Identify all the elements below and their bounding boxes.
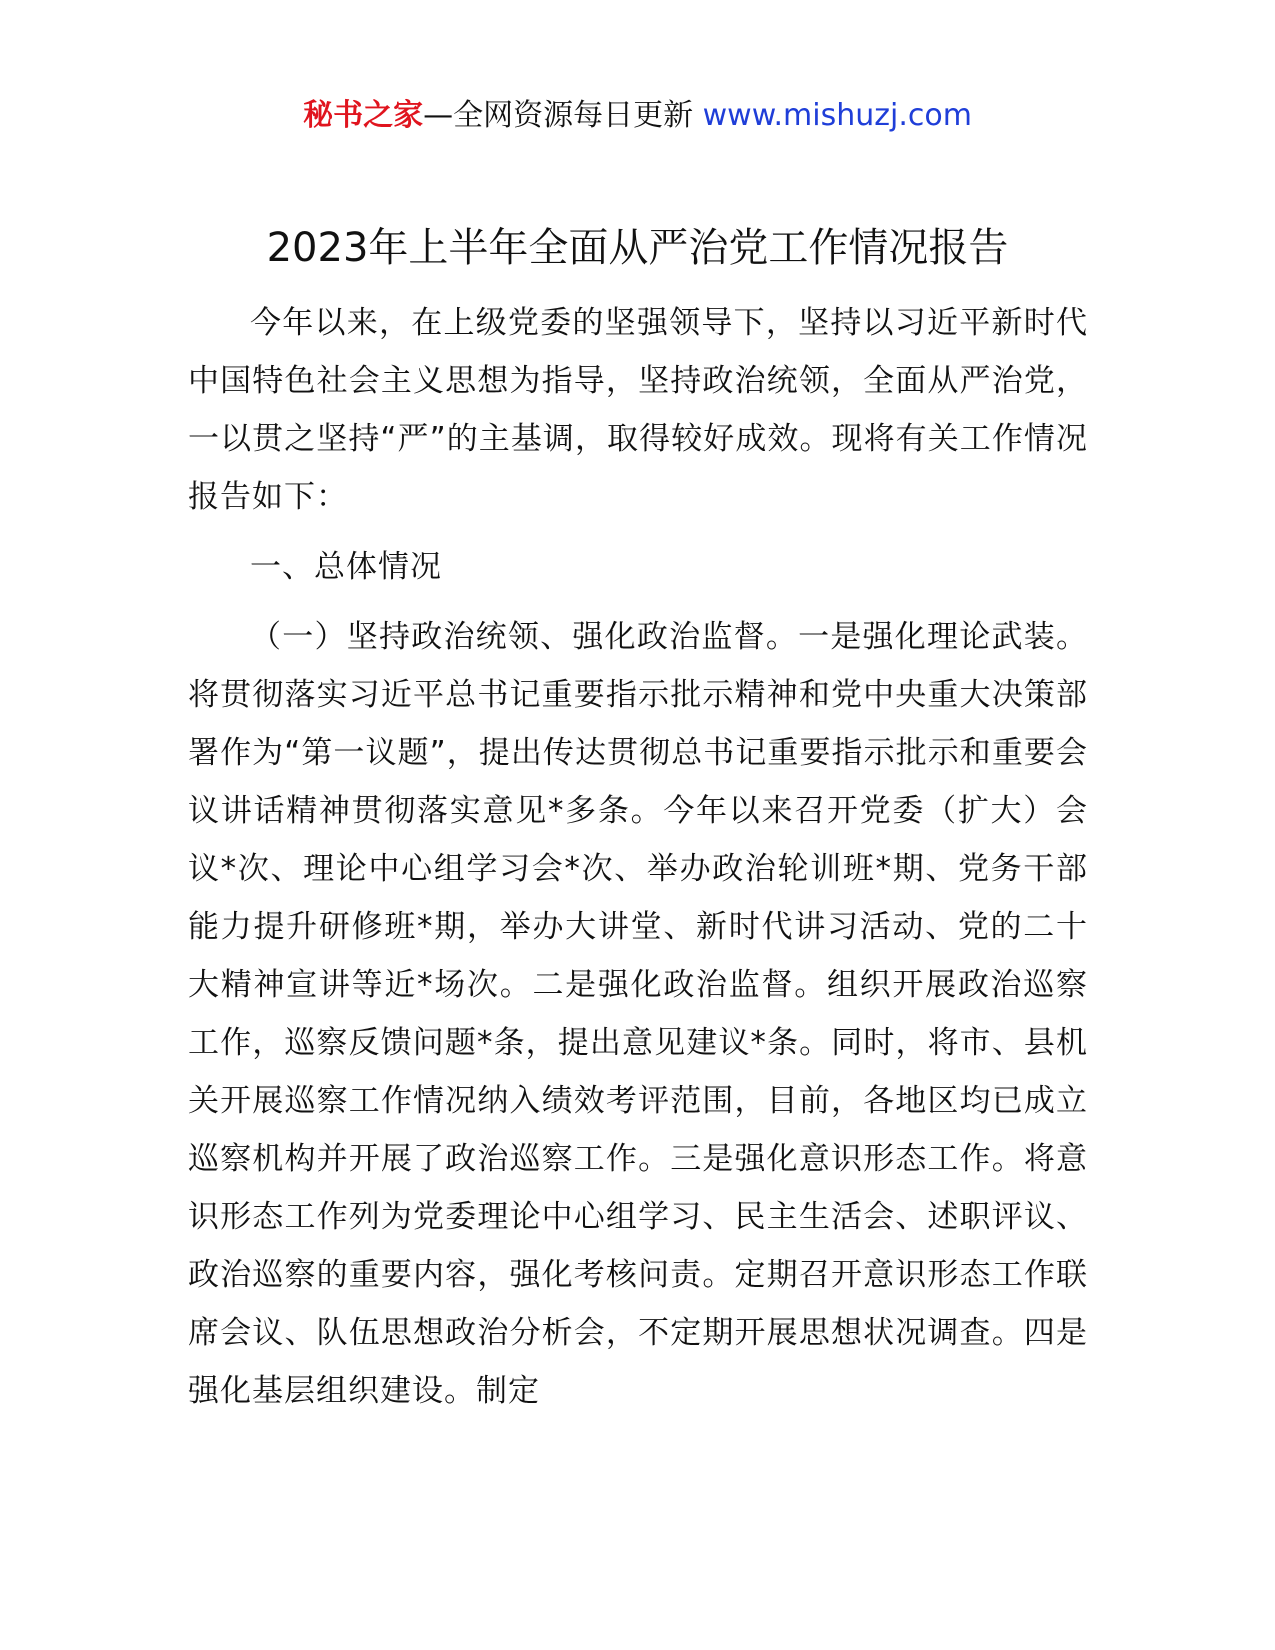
document-body [188,294,1088,1420]
site-header [0,96,1275,136]
site-brand: 秘书之家 [303,98,424,133]
section-heading: 一、总体情况 [250,549,442,585]
intro-paragraph: 今年以来，在上级党委的坚强领导下，坚持以习近平新时代中国特色社会主义思想为指导，坚持政治统领，全面从严治党，一以贯之坚持“严”的主基调，取得较好成效。现将有关工作情况报告如下： [188,305,1088,515]
site-url-link[interactable]: www.mishuzj.com [702,98,972,133]
body-paragraph: （一）坚持政治统领、强化政治监督。一是强化理论武装。将贯彻落实习近平总书记重要指示批示精神和党中央重大决策部署作为“第一议题”，提出传达贯彻总书记重要指示批示和重要会议讲话精神贯彻落实意见*多条。今年以来召开党委（扩大）会议*次、理论中心组学习会*次、举办政治轮训班*期、党务干部能力提升研修班*期，举办大讲堂、新时代讲习活动、党的二十大精神宣讲等近*场次。二是强化政治监督。组织开展政治巡察工作，巡察反馈问题*条，提出意见建议*条。同时，将市、县机关开展巡察工作情况纳入绩效考评范围，目前，各地区均已成立巡察机构并开展了政治巡察工作。三是强化意识形态工作。将意识形态工作列为党委理论中心组学习、民主生活会、述职评议、政治巡察的重要内容，强化考核问责。定期召开意识形态工作联席会议、队伍思想政治分析会，不定期开展思想状况调查。四是强化基层组织建设。制定 [188,619,1088,1409]
document-title: 2023年上半年全面从严治党工作情况报告 [266,225,1009,271]
site-tagline: —全网资源每日更新 [423,98,694,133]
